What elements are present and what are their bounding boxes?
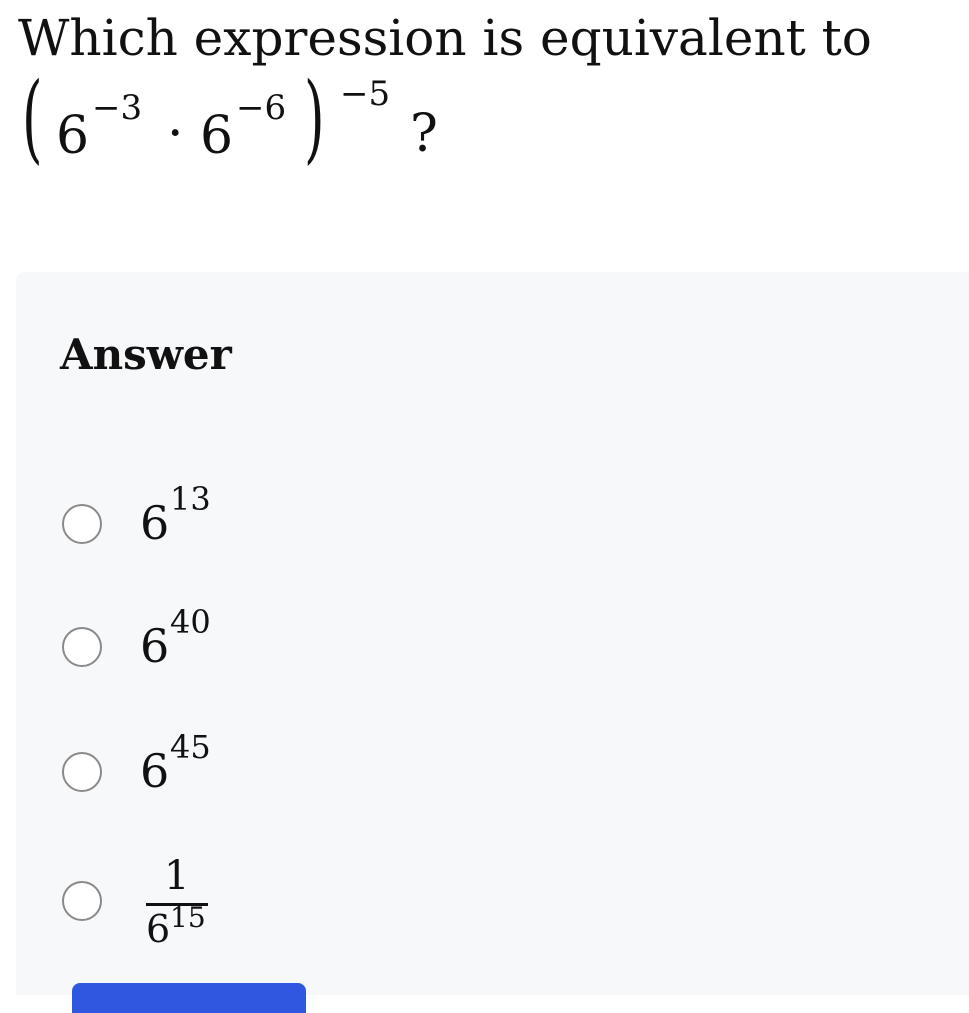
option-base: 6 <box>140 744 170 798</box>
fraction-numerator: 1 <box>164 853 190 899</box>
radio-button[interactable] <box>62 627 102 667</box>
answer-option-3[interactable] <box>60 728 560 832</box>
fraction-denominator-exponent: 15 <box>170 901 206 934</box>
option-base: 6 <box>140 619 170 673</box>
option-exponent: 45 <box>170 728 211 766</box>
submit-button[interactable] <box>72 983 306 1013</box>
fraction-denominator-base: 6 <box>146 907 171 951</box>
option-base: 6 <box>140 496 170 550</box>
answer-heading: Answer <box>60 330 232 379</box>
radio-button[interactable] <box>62 504 102 544</box>
exponent-1: −3 <box>92 88 143 128</box>
base-2: 6 <box>200 106 234 166</box>
answer-option-4[interactable] <box>60 853 560 961</box>
question-text: Which expression is equivalent to <box>18 9 872 67</box>
radio-button[interactable] <box>62 752 102 792</box>
answer-option-2[interactable] <box>60 603 560 707</box>
base-1: 6 <box>56 106 90 166</box>
outer-exponent: −5 <box>340 74 391 114</box>
open-paren: ( <box>22 62 43 174</box>
answer-panel <box>16 272 969 995</box>
multiply-dot: · <box>167 104 184 164</box>
question-mark: ? <box>410 104 438 164</box>
option-exponent: 13 <box>170 480 211 518</box>
option-exponent: 40 <box>170 603 211 641</box>
exponent-2: −6 <box>236 88 287 128</box>
close-paren: ) <box>304 62 325 174</box>
radio-button[interactable] <box>62 881 102 921</box>
answer-option-1[interactable] <box>60 480 560 584</box>
